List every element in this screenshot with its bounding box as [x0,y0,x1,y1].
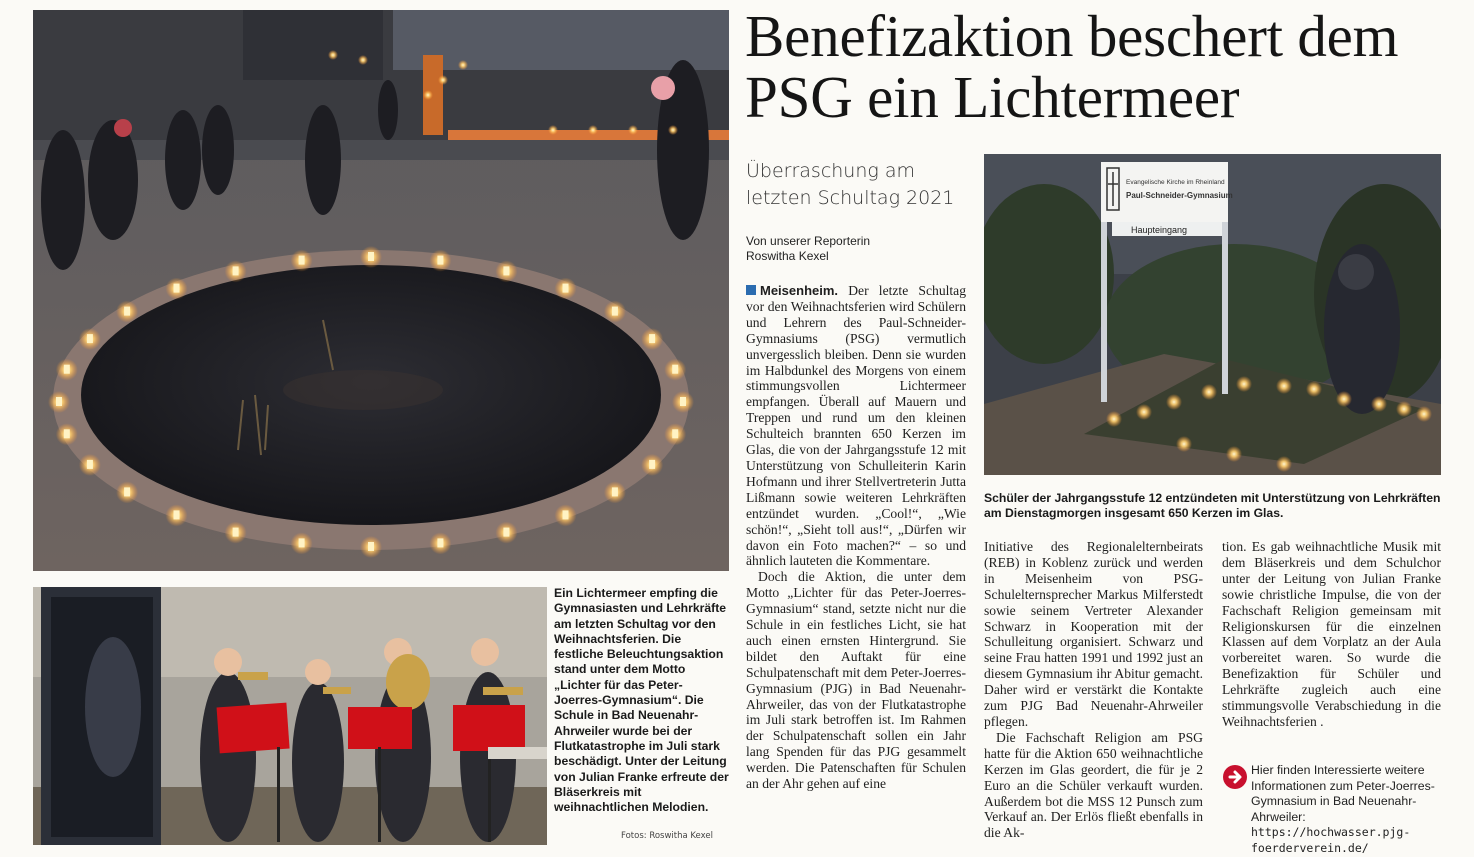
info-text [1251,763,1468,857]
candle-light [1276,456,1292,472]
candle-light [548,125,558,135]
candle-light [1166,394,1182,410]
photo-school-sign [984,154,1441,475]
byline-author: Roswitha Kexel [746,249,829,263]
candle-glass [649,460,655,469]
photo-pond-candles [33,10,729,571]
candle-glass [174,284,180,293]
candle-light [458,60,468,70]
candle-glass [368,542,374,551]
candle-light [1136,404,1152,420]
candle-glass [299,538,305,547]
article-subheadline: Überraschung am letzten Schultag 2021 [746,160,955,209]
candle-light [1276,378,1292,394]
candle-glass [612,307,618,316]
candle-glass [174,510,180,519]
byline [746,234,976,264]
dateline-marker [746,285,756,295]
candle-glass [680,397,686,406]
candle-glass [563,510,569,519]
candle-glass [64,365,70,374]
paragraph-4: Die Fachschaft Religion am PSG hatte für die Aktion 650 weihnachtliche Kerzen im Glas geordert, die für je 2 Euro an die Schüler verkauft wurden. Außerdem bot die MSS 12 Punsch zum Verkauf an. Der Erlös fließt ebenfalls in die Ak- [984,729,1203,841]
lead-paragraph [746,283,966,569]
info-description: Hier finden Interessierte weitere Informationen zum Peter-Joerres-Gymnasium in Bad Neuenahr-Ahrweiler: [1251,763,1435,824]
sign-text-school: Paul-Schneider-Gymnasium [1126,191,1233,200]
dateline: Meisenheim. [760,283,839,298]
candle-glass [124,487,130,496]
article-column-3 [1222,539,1441,754]
candle-glass [649,334,655,343]
candle-light [1371,396,1387,412]
lead-text: Der letzte Schultag vor den Weihnachtsferien wird Schülern und Lehrern des Paul-Schneider-Gymnasiums (PSG) vermutlich unvergesslich bleiben. Denn sie wurden im Halbdunkel des Morgens von einem stimmungsvollen Lichtermeer empfangen. Überall auf Mauern und Treppen und rund um den kleinen Schulteich brannten 650 Kerzen im Glas, die von der Jahrgangsstufe 12 mit Unterstützung von Schulleiterin Karin Hofmann und ihrer Stellvertreterin Jutta Lißmann sowie weiteren Lehrkräften entzündet wurden. „Cool!“, „Wie schön!“, „Sieht toll aus!“, „Dürfen wir davon ein Foto machen?“ – so und ähnlich lauteten die Kommentare. [746,283,966,569]
candle-glass [672,365,678,374]
info-link[interactable]: https://hochwasser.pjg-foerderverein.de/ [1251,825,1411,855]
sign-text-entrance: Haupteingang [1131,225,1188,235]
candle-light [423,90,433,100]
caption-brass-photo: Ein Lichtermeer empfing die Gymnasiasten und Lehrkräfte am letzten Schultag vor den Weihnachtsferien. Die festliche Beleuchtungsaktion stand unter dem Motto „Lichter für das Peter-Joerres-Gymnasium“. Die Schule in Bad Neuenahr-Ahrweiler wurde bei der Flutkatastrophe im Juli stark beschädigt. Unter der Leitung von Julian Franke erfreute der Bläserkreis mit weihnachtlichen Melodien. [554,586,729,815]
candle-glass [368,252,374,261]
candle-light [438,75,448,85]
candle-light [1306,381,1322,397]
candle-glass [563,284,569,293]
info-box [1223,763,1468,857]
candle-glass [87,460,93,469]
candle-glass [612,487,618,496]
candle-light [1416,406,1432,422]
photo-credit: Fotos: Roswitha Kexel [621,831,714,841]
candle-glass [503,528,509,537]
candle-light [1236,376,1252,392]
candle-glass [672,429,678,438]
candle-glass [124,307,130,316]
candle-light [668,125,678,135]
candle-light [628,125,638,135]
paragraph-2: Doch die Aktion, die unter dem Motto „Lichter für das Peter-Joerres-Gymnasium“ stand, setzte nicht nur die Schule in ein festliches Licht, sie hat auch einen ernsten Hintergrund. Sie bildet den Auftakt für eine Schulpatenschaft mit dem Peter-Joerres-Gymnasium (PJG) in Bad Neuenahr-Ahrweiler, das von der Flutkatastrophe im Juli stark betroffen ist. Im Rahmen der Schulpatenschaft sollen ein Jahr lang Spenden für das PJG gesammelt werden. Die Patenschaften für Schulen an der Ahr gehen auf eine [746,569,966,792]
candle-glass [437,256,443,265]
candle-glass [299,256,305,265]
article-headline: Benefizaktion beschert dem PSG ein Lichtermeer [745,3,1399,130]
candle-light [328,50,338,60]
candle-light [1396,401,1412,417]
article-column-2 [984,539,1203,844]
candle-light [1106,411,1122,427]
candle-glass [503,266,509,275]
candle-glass [233,528,239,537]
candle-light [1176,436,1192,452]
byline-label: Von unserer Reporterin [746,234,871,248]
paragraph-3: Initiative des Regionalelternbeirats (REB) in Koblenz zurück und werden in Meisenheim von PSG-Schulelternsprecher Markus Milferstedt sowie seinem Vertreter Alexander Schwarz in Kooperation mit der Schulleitung organisiert. Schwarz und seine Frau hatten 1991 und 1992 just an diesem Gymnasium ihr Abitur gemacht. Daher wird er verstärkt die Kontakte zum PJG Bad Neuenahr-Ahrweiler pflegen. [984,539,1203,729]
candle-glass [56,397,62,406]
candle-light [358,55,368,65]
photo-brass-ensemble [33,587,547,845]
candle-glass [437,538,443,547]
candle-light [588,125,598,135]
article-column-1 [746,283,966,843]
paragraph-5: tion. Es gab weihnachtliche Musik mit dem Bläserkreis und dem Schulchor unter der Leitung von Julian Franke sowie christliche Impulse, die von der Fachschaft Religion gemeinsam mit Religionskursen für die einzelnen Klassen auf dem Vorplatz an der Aula vorbereitet waren. So wurde die Benefizaktion für Schüler und Lehrkräfte zugleich auch eine stimmungsvolle Verabschiedung in die Weihnachtsferien . [1222,539,1441,729]
caption-sign-photo: Schüler der Jahrgangsstufe 12 entzündeten mit Unterstützung von Lehrkräften am Dienstagmorgen insgesamt 650 Kerzen im Glas. [984,491,1441,521]
candle-light [1201,384,1217,400]
candle-light [1336,391,1352,407]
candle-glass [87,334,93,343]
candle-glass [64,429,70,438]
candle-light [1226,446,1242,462]
sign-text-church: Evangelische Kirche im Rheinland [1126,179,1225,186]
candle-glass [233,266,239,275]
